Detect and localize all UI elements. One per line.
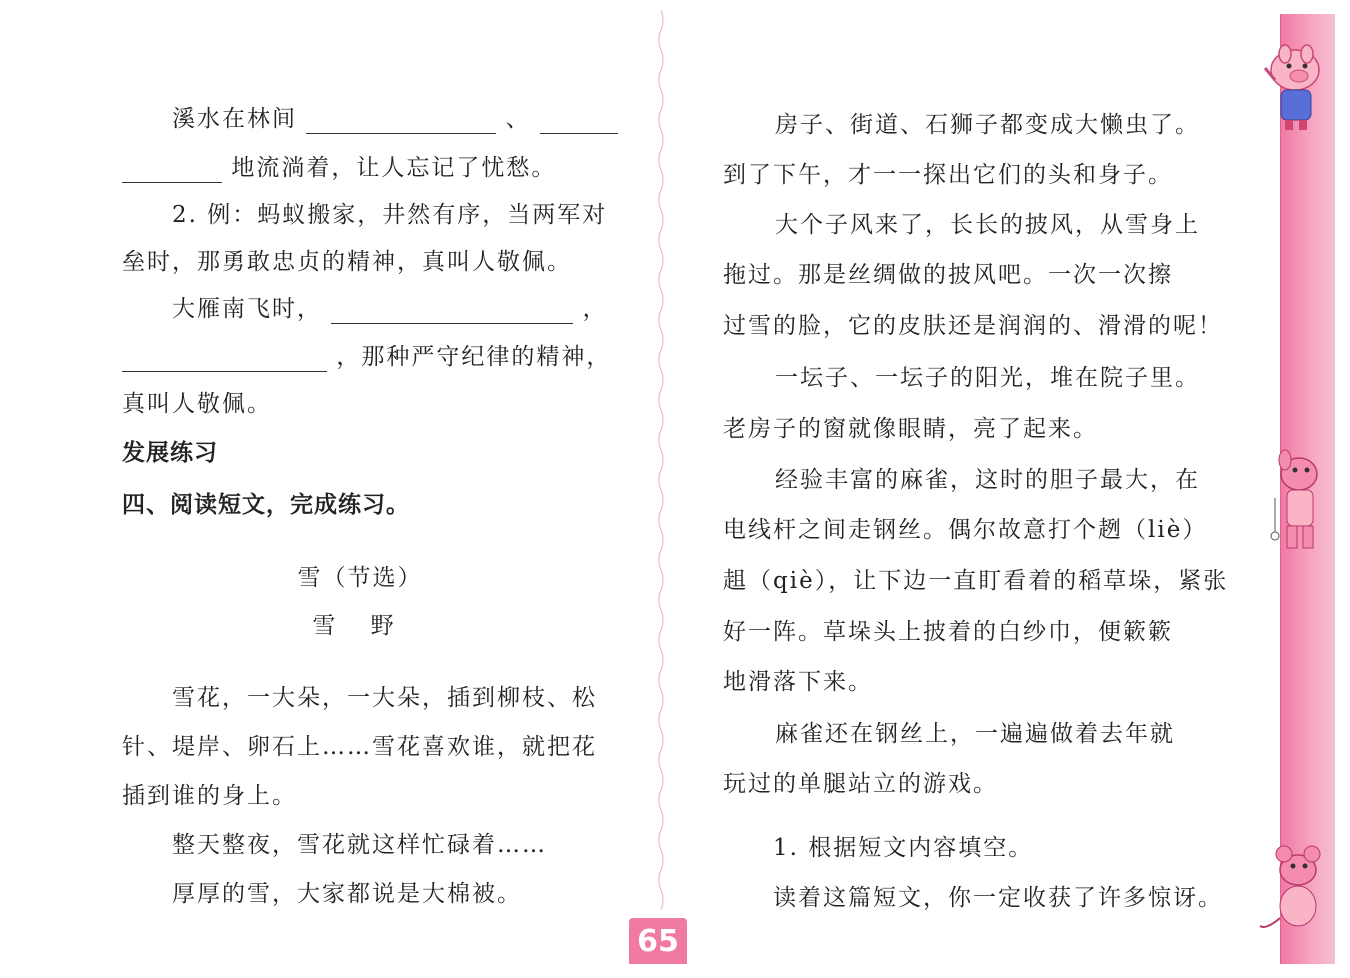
blank-line-1 [172, 104, 618, 134]
text-line: 真叫人敬佩。 [122, 391, 272, 417]
question-line: 读着这篇短文，你一定收获了许多惊讶。 [773, 885, 1223, 911]
example-line: 垒时，那勇敢忠贞的精神，真叫人敬佩。 [122, 249, 572, 275]
section-heading: 发展练习 [122, 440, 218, 466]
text: ，那种严守纪律的精神， [336, 344, 612, 370]
blank-line-3 [172, 294, 608, 324]
text: 、 [505, 106, 531, 132]
text: ， [582, 296, 608, 322]
fill-blank[interactable] [122, 160, 222, 183]
blank-line-4 [122, 342, 611, 372]
passage-line: 过雪的脸，它的皮肤还是润润的、滑滑的呢！ [723, 313, 1223, 339]
passage-line: 雪花，一大朵，一大朵，插到柳枝、松 [172, 685, 597, 711]
blank-line-2 [122, 153, 556, 183]
passage-line: 玩过的单腿站立的游戏。 [723, 771, 998, 797]
task-heading: 四、阅读短文，完成练习。 [122, 492, 410, 518]
fill-blank[interactable] [540, 111, 618, 134]
example-line: 2. 例：蚂蚁搬家，井然有序，当两军对 [172, 202, 608, 228]
passage-line: 电线杆之间走钢丝。偶尔故意打个趔（liè） [723, 517, 1208, 543]
page-number: 65 [629, 918, 687, 964]
passage-line: 针、堤岸、卵石上……雪花喜欢谁，就把花 [122, 734, 597, 760]
fill-blank[interactable] [122, 349, 327, 372]
passage-author: 雪 野 [312, 613, 408, 639]
passage-line: 地滑落下来。 [723, 669, 873, 695]
left-page [0, 0, 655, 978]
passage-line: 大个子风来了，长长的披风，从雪身上 [775, 212, 1200, 238]
fill-blank[interactable] [306, 111, 496, 134]
passage-line: 厚厚的雪，大家都说是大棉被。 [172, 881, 522, 907]
right-page [665, 0, 1277, 978]
text: 大雁南飞时， [172, 296, 322, 322]
passage-title: 雪（节选） [297, 565, 423, 591]
question-line: 1. 根据短文内容填空。 [773, 835, 1034, 861]
passage-line: 整天整夜，雪花就这样忙碌着…… [172, 832, 547, 858]
passage-line: 老房子的窗就像眼睛，亮了起来。 [723, 416, 1098, 442]
passage-line: 好一阵。草垛头上披着的白纱巾，便簌簌 [723, 619, 1173, 645]
passage-line: 趄（qiè），让下边一直盯看着的稻草垛，紧张 [723, 568, 1229, 594]
text: 地流淌着，让人忘记了忧愁。 [231, 155, 557, 181]
passage-line: 插到谁的身上。 [122, 783, 297, 809]
passage-line: 拖过。那是丝绸做的披风吧。一次一次擦 [723, 262, 1173, 288]
passage-line: 经验丰富的麻雀，这时的胆子最大，在 [775, 467, 1200, 493]
text: 溪水在林间 [172, 106, 297, 132]
fill-blank[interactable] [331, 301, 573, 324]
passage-line: 一坛子、一坛子的阳光，堆在院子里。 [775, 365, 1200, 391]
passage-line: 房子、街道、石狮子都变成大懒虫了。 [775, 112, 1200, 138]
passage-line: 麻雀还在钢丝上，一遍遍做着去年就 [775, 721, 1175, 747]
pig-mascot-icon [1255, 40, 1335, 135]
passage-line: 到了下午，才一一探出它们的头和身子。 [723, 162, 1173, 188]
dog-mascot-icon [1265, 448, 1335, 560]
mouse-mascot-icon [1258, 838, 1336, 938]
